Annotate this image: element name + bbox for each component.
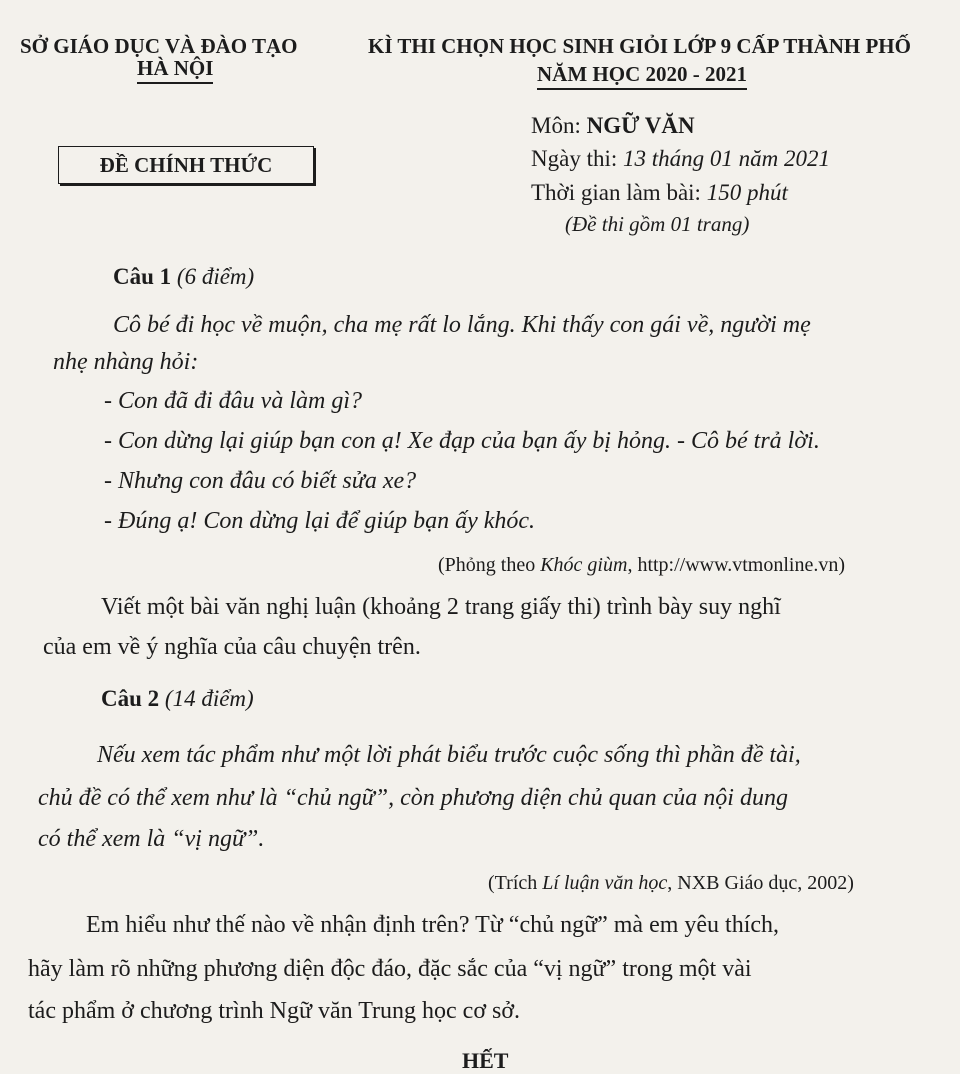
exam-date-value: 13 tháng 01 năm 2021 <box>623 146 830 171</box>
quote-line-3: có thể xem là “vị ngữ”. <box>38 826 265 852</box>
question-2-task-line-2: hãy làm rõ những phương diện độc đáo, đặc sắc của “vị ngữ” trong một vài <box>28 956 752 982</box>
duration-line <box>531 180 788 206</box>
end-marker: HẾT <box>462 1048 509 1073</box>
source-suffix: , http://www.vtmonline.vn) <box>627 554 846 576</box>
page-count-note: (Đề thi gồm 01 trang) <box>565 212 750 236</box>
official-exam-text: ĐỀ CHÍNH THỨC <box>99 152 273 177</box>
source-title: Lí luận văn học <box>542 872 668 894</box>
question-1-task-line-2: của em về ý nghĩa của câu chuyện trên. <box>43 634 421 660</box>
exam-date-line <box>531 146 830 172</box>
question-2-heading <box>101 686 254 712</box>
subject-value: NGỮ VĂN <box>586 113 695 138</box>
question-1-task-line-1: Viết một bài văn nghị luận (khoảng 2 trang giấy thi) trình bày suy nghĩ <box>101 594 781 620</box>
department-name: SỞ GIÁO DỤC VÀ ĐÀO TẠO <box>20 34 298 58</box>
source-title: Khóc giùm <box>540 554 628 576</box>
subject-label: Môn: <box>531 113 581 138</box>
question-2-points: (14 điểm) <box>164 686 254 711</box>
department-city: HÀ NỘI <box>137 56 213 84</box>
dialogue-line-4: - Đúng ạ! Con dừng lại để giúp bạn ấy khóc. <box>104 508 536 534</box>
duration-label: Thời gian làm bài: <box>531 180 701 205</box>
question-1-points: (6 điểm) <box>176 264 255 289</box>
subject-line <box>531 113 695 139</box>
question-1-label: Câu 1 <box>113 264 172 289</box>
school-year: NĂM HỌC 2020 - 2021 <box>537 62 747 90</box>
source-prefix: (Phỏng theo <box>438 554 541 576</box>
story-line-1: Cô bé đi học về muộn, cha mẹ rất lo lắng. Khi thấy con gái về, người mẹ <box>113 312 811 338</box>
duration-value: 150 phút <box>706 180 788 205</box>
question-2-source <box>488 872 854 895</box>
dialogue-line-1: - Con đã đi đâu và làm gì? <box>104 388 362 414</box>
question-1-source <box>438 554 845 577</box>
official-exam-label <box>58 146 314 184</box>
question-2-task-line-3: tác phẩm ở chương trình Ngữ văn Trung học cơ sở. <box>28 998 521 1024</box>
source-suffix: , NXB Giáo dục, 2002) <box>667 872 854 894</box>
source-prefix: (Trích <box>488 872 543 894</box>
dialogue-line-2: - Con dừng lại giúp bạn con ạ! Xe đạp của bạn ấy bị hỏng. - Cô bé trả lời. <box>104 428 820 454</box>
question-2-task-line-1: Em hiểu như thế nào về nhận định trên? Từ “chủ ngữ” mà em yêu thích, <box>86 912 780 938</box>
question-2-label: Câu 2 <box>101 686 160 711</box>
exam-title: KÌ THI CHỌN HỌC SINH GIỎI LỚP 9 CẤP THÀNH PHỐ <box>368 34 911 58</box>
exam-date-label: Ngày thi: <box>531 146 618 171</box>
quote-line-2: chủ đề có thể xem như là “chủ ngữ”, còn phương diện chủ quan của nội dung <box>38 785 788 811</box>
quote-line-1: Nếu xem tác phẩm như một lời phát biểu trước cuộc sống thì phần đề tài, <box>97 742 801 768</box>
dialogue-line-3: - Nhưng con đâu có biết sửa xe? <box>104 468 417 494</box>
story-line-2: nhẹ nhàng hỏi: <box>53 349 199 375</box>
question-1-heading <box>113 264 254 290</box>
